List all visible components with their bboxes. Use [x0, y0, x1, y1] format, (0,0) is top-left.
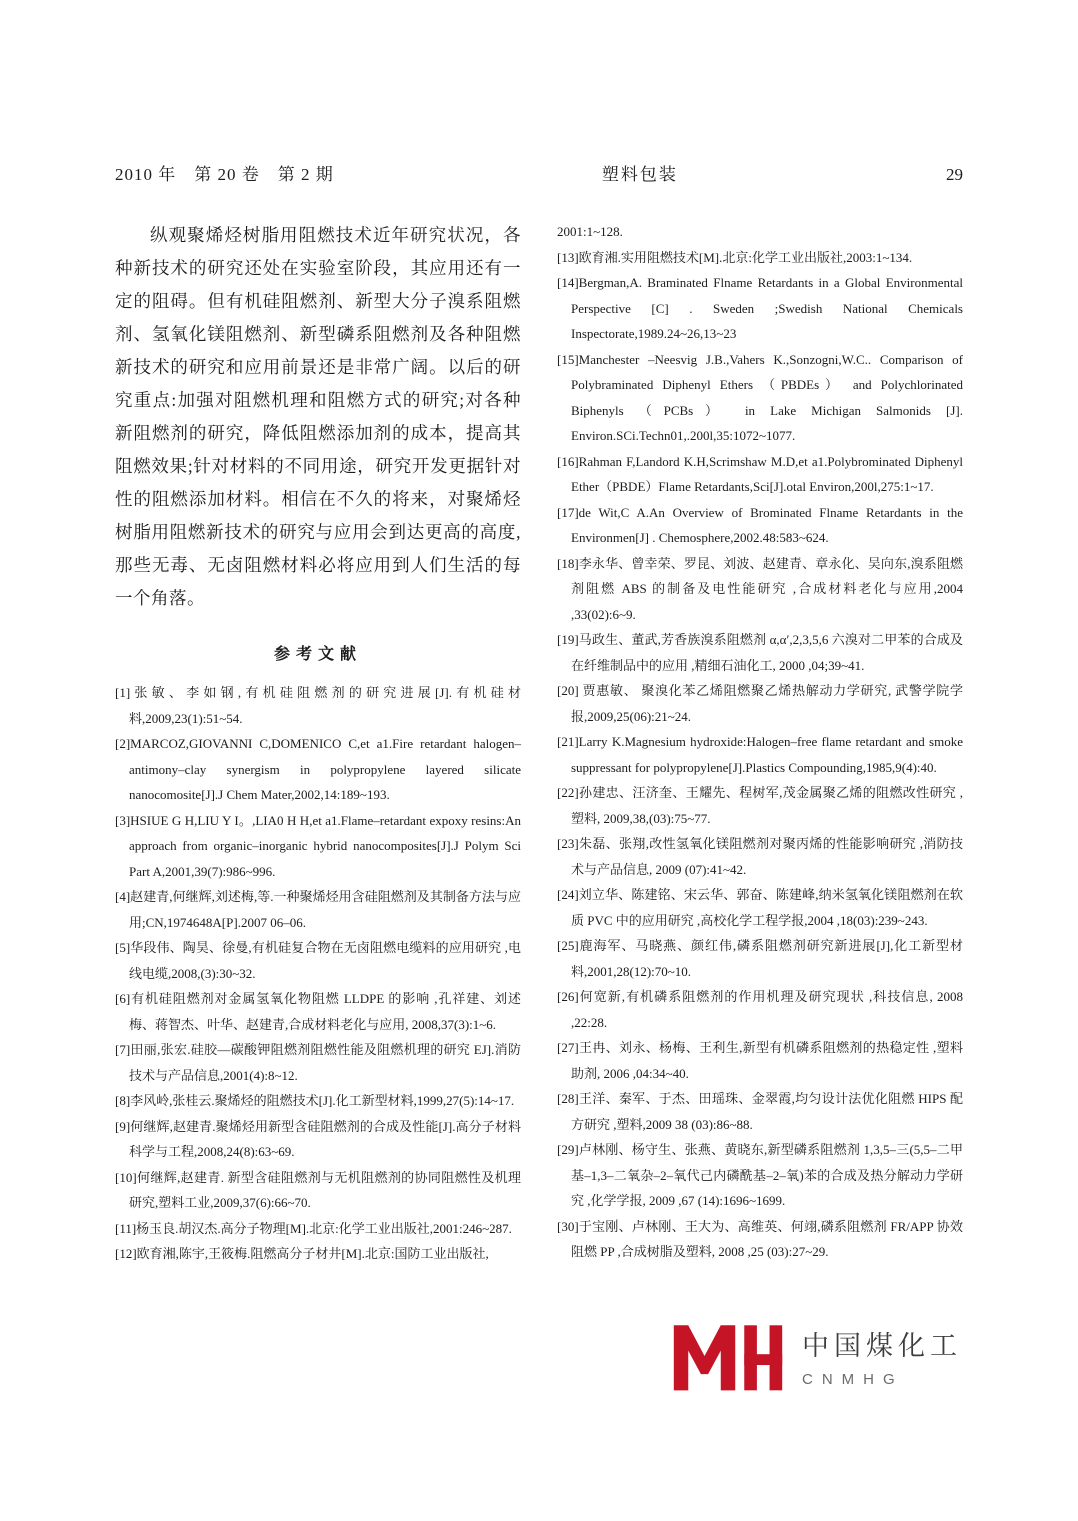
page-number: 29 [946, 165, 963, 184]
journal-title: 塑料包装 [601, 165, 678, 184]
reference-item: [23]朱磊、张翔,改性氢氧化镁阻燃剂对聚丙烯的性能影响研究 ,消防技术与产品信息, 2009 (07):41~42. [557, 836, 963, 877]
reference-item: [11]杨玉良.胡汉杰.高分子物理[M].北京:化学工业出版社,2001:246~287. [115, 1220, 512, 1236]
reference-item: [5]华段伟、陶昊、徐曼,有机硅复合物在无卤阻燃电缆料的应用研究 ,电线电缆,2008,(3):30~32. [115, 940, 521, 981]
references-heading: 参考文献 [273, 646, 362, 663]
reference-continuation: 2001:1~128. [557, 224, 623, 239]
reference-item: [8]李风岭,张桂云.聚烯烃的阻燃技术[J].化工新型材料,1999,27(5):14~17. [115, 1093, 515, 1108]
reference-item: [24]刘立华、陈建铭、宋云华、郭奋、陈建峰,纳米氢氧化镁阻燃剂在软质 PVC 中的应用研究 ,高校化学工程学报,2004 ,18(03):239~243. [557, 887, 963, 928]
reference-item: [28]王洋、秦军、于杰、田瑶珠、金翠霞,均匀设计法优化阻燃 HIPS 配方研究 ,塑料,2009 38 (03):86~88. [557, 1091, 963, 1132]
reference-item: [1]张敏、李如钢,有机硅阻燃剂的研究进展[J].有机硅材料,2009,23(1):51~54. [115, 685, 521, 726]
reference-item: [29]卢林刚、杨守生、张燕、黄晓东,新型磷系阻燃剂 1,3,5–三(5,5–二甲基–1,3–二氧杂–2–氧代己内磷酰基–2–氧)苯的合成及热分解动力学研究 ,化学学报, 2009 ,67 (14):1696~1699. [557, 1142, 963, 1208]
reference-item: [12]欧育湘,陈宇,王筱梅.阻燃高分子材井[M].北京:国防工业出版社, [115, 1246, 489, 1261]
references-list-right [557, 245, 963, 1265]
logo-text [802, 1324, 962, 1388]
left-column [115, 219, 521, 1267]
conclusion-paragraph: 纵观聚烯烃树脂用阻燃技术近年研究状况，各种新技术的研究还处在实验室阶段，其应用还有一定的阻碍。但有机硅阻燃剂、新型大分子溴系阻燃剂、氢氧化镁阻燃剂、新型磷系阻燃剂及各种阻燃新技术的研究和应用前景还是非常广阔。以后的研究重点:加强对阻燃机理和阻燃方式的研究;对各种新阻燃剂的研究，降低阻燃添加剂的成本，提高其阻燃效果;针对材料的不同用途，研究开发更据针对性的阻燃添加材料。相信在不久的将来，对聚烯烃树脂用阻燃新技术的研究与应用会到达更高的高度,那些无毒、无卤阻燃材料必将应用到人们生活的每一个角落。 [115, 225, 521, 608]
reference-item: [2]MARCOZ,GIOVANNI C,DOMENICO C,et a1.Fire retardant halogen–antimony–clay synergism in polypropylene layered silicate nanocomosite[J].J Chem Mater,2002,14:189~193. [115, 736, 521, 802]
two-column-body [115, 219, 963, 1267]
reference-item: [6]有机硅阻燃剂对金属氢氧化物阻燃 LLDPE 的影响 ,孔祥建、刘述梅、蒋智杰、叶华、赵建青,合成材料老化与应用, 2008,37(3):1~6. [115, 991, 521, 1032]
issue-info: 2010 年 第 20 卷 第 2 期 [115, 165, 334, 184]
reference-item: [26]何宽新,有机磷系阻燃剂的作用机理及研究现状 ,科技信息, 2008 ,22:28. [557, 989, 963, 1030]
journal-page [115, 160, 963, 1267]
reference-item: [19]马政生、董武,芳香族溴系阻燃剂 α,α′,2,3,5,6 六溴对二甲苯的合成及在纤维制品中的应用 ,精细石油化工, 2000 ,04;39~41. [557, 632, 963, 673]
right-column [557, 219, 963, 1267]
reference-item: [17]de Wit,C A.An Overview of Brominated Flname Retardants in the Environmen[J] . Chemosphere,2002.48:583~624. [557, 504, 963, 545]
reference-item: [16]Rahman F,Landord K.H,Scrimshaw M.D,et a1.Polybrominated Diphenyl Ether（PBDE）Flame Retardants,Sci[J].otal Environ,200l,275:1~17. [557, 453, 963, 494]
reference-item: [27]王冉、刘永、杨梅、王利生,新型有机磷系阻燃剂的热稳定性 ,塑料助剂, 2006 ,04:34~40. [557, 1040, 963, 1081]
reference-item: [22]孙建忠、汪济奎、王耀先、程树军,茂金属聚乙烯的阻燃改性研究 ,塑料, 2009,38,(03):75~77. [557, 785, 963, 826]
reference-item: [25]鹿海军、马晓燕、颜红伟,磷系阻燃剂研究新进展[J],化工新型材料,2001,28(12):70~10. [557, 938, 963, 979]
cnmhg-logo-icon [672, 1318, 784, 1394]
reference-item: [7]田丽,张宏.硅胶—碳酸钾阻燃剂阻燃性能及阻燃机理的研究 EJ].消防技术与产品信息,2001(4):8~12. [115, 1042, 521, 1083]
reference-item: [14]Bergman,A. Braminated Flname Retardants in a Global Environmental Perspective [C] . Sweden ;Swedish National Chemicals Inspectorate,1989.24~26,13~23 [557, 275, 963, 341]
reference-item: [13]欧育湘.实用阻燃技术[M].北京:化学工业出版社,2003:1~134. [557, 249, 913, 265]
reference-item: [3]HSIUE G H,LIU Y I。,LIA0 H H,et a1.Flame–retardant expoxy resins:An approach from organic–inorganic hybrid nanocomposites[J].J Polym Sci Part A,2001,39(7):986~996. [115, 812, 521, 879]
page-header [115, 160, 963, 185]
publisher-logo [672, 1318, 962, 1394]
references-list-left [115, 680, 521, 1267]
reference-item: [4]赵建青,何继辉,刘述梅,等.一种聚烯烃用含硅阻燃剂及其制备方法与应用;CN,1974648A[P].2007 06–06. [115, 889, 521, 930]
logo-chinese-name: 中国煤化工 [802, 1331, 962, 1361]
reference-item: [10]何继辉,赵建青. 新型含硅阻燃剂与无机阻燃剂的协同阻燃性及机理研究,塑料工业,2009,37(6):66~70. [115, 1169, 521, 1210]
reference-item: [30]于宝刚、卢林刚、王大为、高维英、何翊,磷系阻燃剂 FR/APP 协效阻燃 PP ,合成树脂及塑料, 2008 ,25 (03):27~29. [557, 1218, 963, 1259]
reference-item: [9]何继辉,赵建青.聚烯烃用新型含硅阻燃剂的合成及性能[J].高分子材料科学与工程,2008,24(8):63~69. [115, 1118, 521, 1159]
reference-item: [18]李永华、曾幸荣、罗昆、刘波、赵建青、章永化、吴向东,溴系阻燃剂阻燃 ABS 的制备及电性能研究 ,合成材料老化与应用,2004 ,33(02):6~9. [557, 555, 963, 622]
reference-item: [15]Manchester –Neesvig J.B.,Vahers K.,Sonzogni,W.C.. Comparison of Polybraminated Diphenyl Ethers （PBDEs） and Polychlorinated Biphenyls （PCBs） in Lake Michigan Salmonids [J]. Environ.SCi.Techn01,.200l,35:1072~1077. [557, 351, 963, 443]
reference-item: [20] 贾惠敏、 聚溴化苯乙烯阻燃聚乙烯热解动力学研究, 武警学院学报,2009,25(06):21~24. [557, 683, 963, 724]
reference-item: [21]Larry K.Magnesium hydroxide:Halogen–free flame retardant and smoke suppressant for polypropylene[J].Plastics Compounding,1985,9(4):40. [557, 734, 963, 775]
logo-latin-name: CNMHG [802, 1371, 904, 1388]
